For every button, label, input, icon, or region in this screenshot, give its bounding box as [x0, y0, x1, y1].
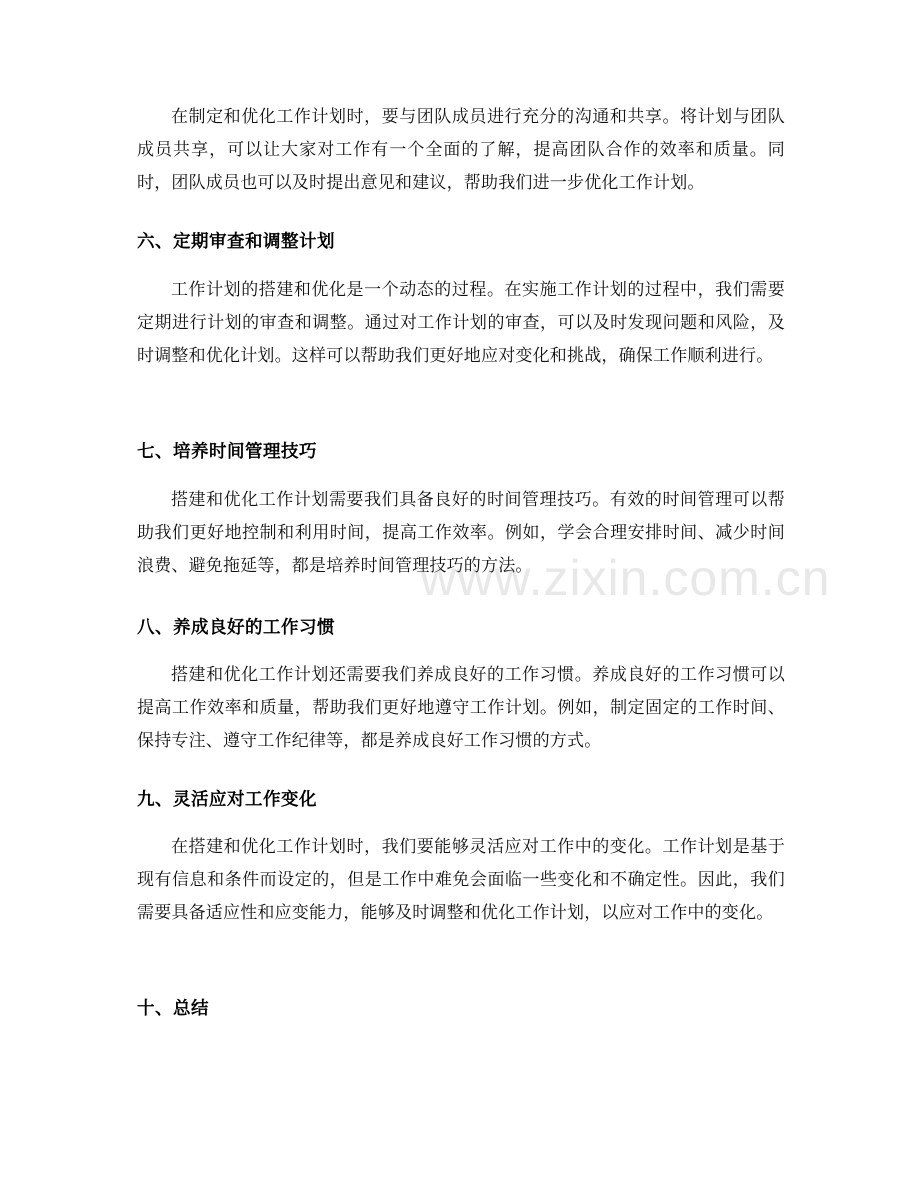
watermark: www.zixin.com.cn	[420, 550, 831, 606]
section-heading-8: 八、养成良好的工作习惯	[137, 618, 335, 638]
section-body-9: 在搭建和优化工作计划时，我们要能够灵活应对工作中的变化。工作计划是基于现有信息和条件而设定的，但是工作中难免会面临一些变化和不确定性。因此，我们需要具备适应性和应变能力，能够及时调整和优化工作计划，以应对工作中的变化。	[137, 837, 785, 923]
section-heading-10: 十、总结	[137, 999, 209, 1019]
section-body-7: 搭建和优化工作计划需要我们具备良好的时间管理技巧。有效的时间管理可以帮助我们更好地控制和利用时间，提高工作效率。例如，学会合理安排时间、减少时间浪费、避免拖延等，都是培养时间管理技巧的方法。	[137, 490, 785, 576]
section-heading-7: 七、培养时间管理技巧	[137, 442, 317, 462]
section-heading-6: 六、定期审查和调整计划	[137, 232, 335, 252]
section-body-8: 搭建和优化工作计划还需要我们养成良好的工作习惯。养成良好的工作习惯可以提高工作效率和质量，帮助我们更好地遵守工作计划。例如，制定固定的工作时间、保持专注、遵守工作纪律等，都是养成良好工作习惯的方式。	[137, 665, 785, 751]
intro-paragraph: 在制定和优化工作计划时，要与团队成员进行充分的沟通和共享。将计划与团队成员共享，可以让大家对工作有一个全面的了解，提高团队合作的效率和质量。同时，团队成员也可以及时提出意见和建议，帮助我们进一步优化工作计划。	[137, 107, 785, 193]
section-heading-9: 九、灵活应对工作变化	[137, 790, 317, 810]
section-body-6: 工作计划的搭建和优化是一个动态的过程。在实施工作计划的过程中，我们需要定期进行计划的审查和调整。通过对工作计划的审查，可以及时发现问题和风险，及时调整和优化计划。这样可以帮助我们更好地应对变化和挑战，确保工作顺利进行。	[137, 280, 785, 366]
